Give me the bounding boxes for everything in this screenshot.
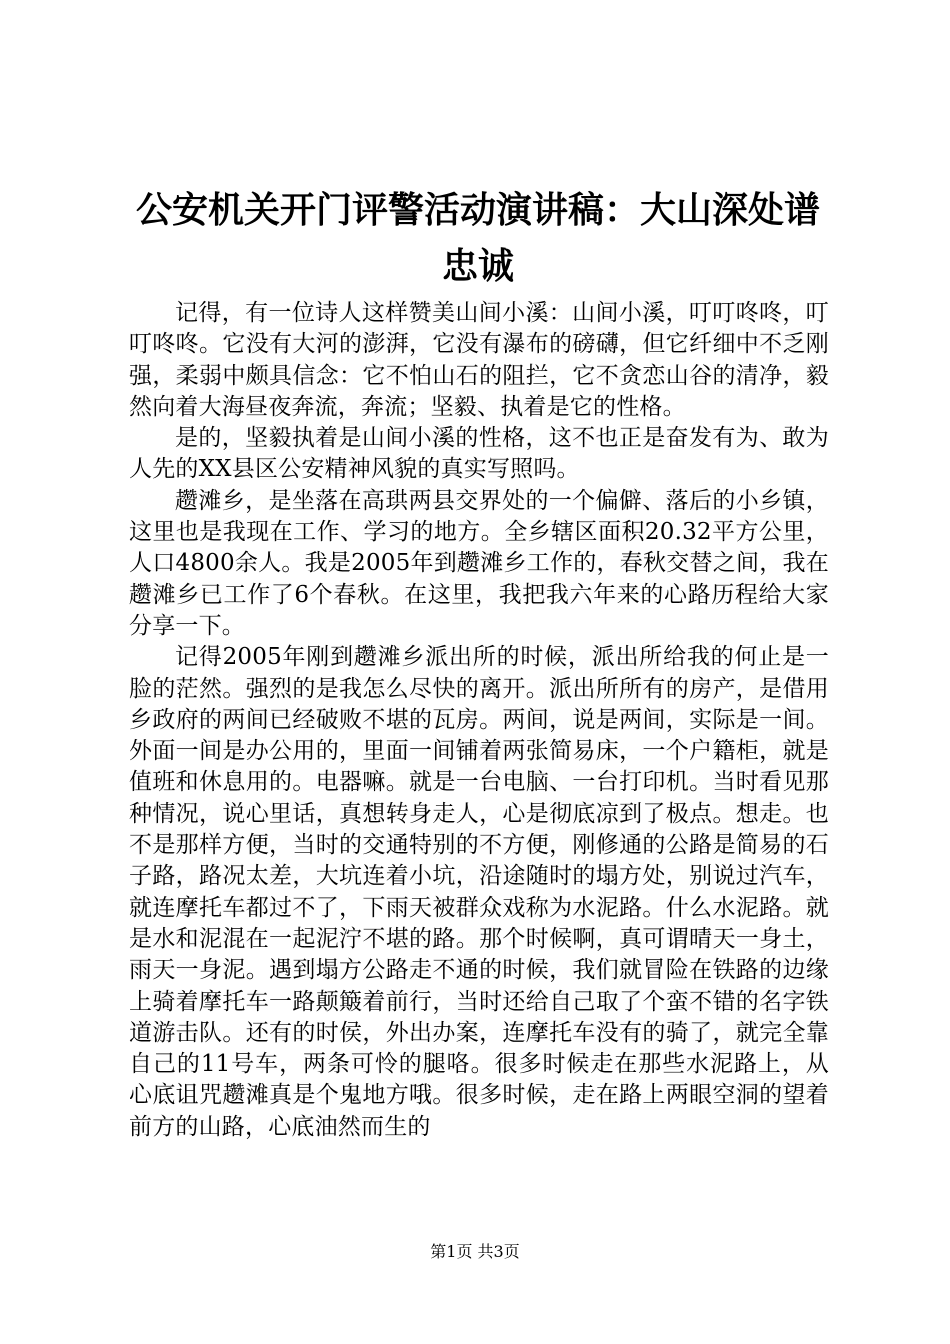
paragraph: 记得，有一位诗人这样赞美山间小溪：山间小溪，叮叮咚咚，叮叮咚咚。它没有大河的澎湃，它没有瀑布的磅礴，但它纤细中不乏刚强，柔弱中颇具信念：它不怕山石的阻拦，它不贪恋山谷的清净，毅然向着大海昼夜奔流，奔流；坚毅、执着是它的性格。 <box>129 300 829 420</box>
paragraph: 是的，坚毅执着是山间小溪的性格，这不也正是奋发有为、敢为人先的XX县区公安精神风貌的真实写照吗。 <box>129 425 829 483</box>
page-footer: 第1页 共3页 <box>430 1242 520 1261</box>
paragraph: 趱滩乡，是坐落在高珙两县交界处的一个偏僻、落后的小乡镇，这里也是我现在工作、学习的地方。全乡辖区面积20.32平方公里，人口4800余人。我是2005年到趱滩乡工作的，春秋交替之间，我在趱滩乡已工作了6个春秋。在这里，我把我六年来的心路历程给大家分享一下。 <box>129 487 829 639</box>
document-body <box>129 298 829 1143</box>
paragraph: 记得2005年刚到趱滩乡派出所的时候，派出所给我的何止是一脸的茫然。强烈的是我怎么尽快的离开。派出所所有的房产，是借用乡政府的两间已经破败不堪的瓦房。两间，说是两间，实际是一间。外面一间是办公用的，里面一间铺着两张简易床，一个户籍柜，就是值班和休息用的。电器嘛。就是一台电脑、一台打印机。当时看见那种情况，说心里话，真想转身走人，心是彻底凉到了极点。想走。也不是那样方便，当时的交通特别的不方便，刚修通的公路是简易的石子路，路况太差，大坑连着小坑，沿途随时的塌方处，别说过汽车，就连摩托车都过不了，下雨天被群众戏称为水泥路。什么水泥路。就是水和泥混在一起泥泞不堪的路。那个时候啊，真可谓晴天一身土，雨天一身泥。遇到塌方公路走不通的时候，我们就冒险在铁路的边缘上骑着摩托车一路颠簸着前行，当时还给自己取了个蛮不错的名字铁道游击队。还有的时侯，外出办案，连摩托车没有的骑了，就完全靠自己的11号车，两条可怜的腿咯。很多时候走在那些水泥路上，从心底诅咒趱滩真是个鬼地方哦。很多时候，走在路上两眼空洞的望着前方的山路，心底油然而生的 <box>129 644 829 1140</box>
document-title: 公安机关开门评警活动演讲稿：大山深处谱忠诚 <box>135 189 820 287</box>
